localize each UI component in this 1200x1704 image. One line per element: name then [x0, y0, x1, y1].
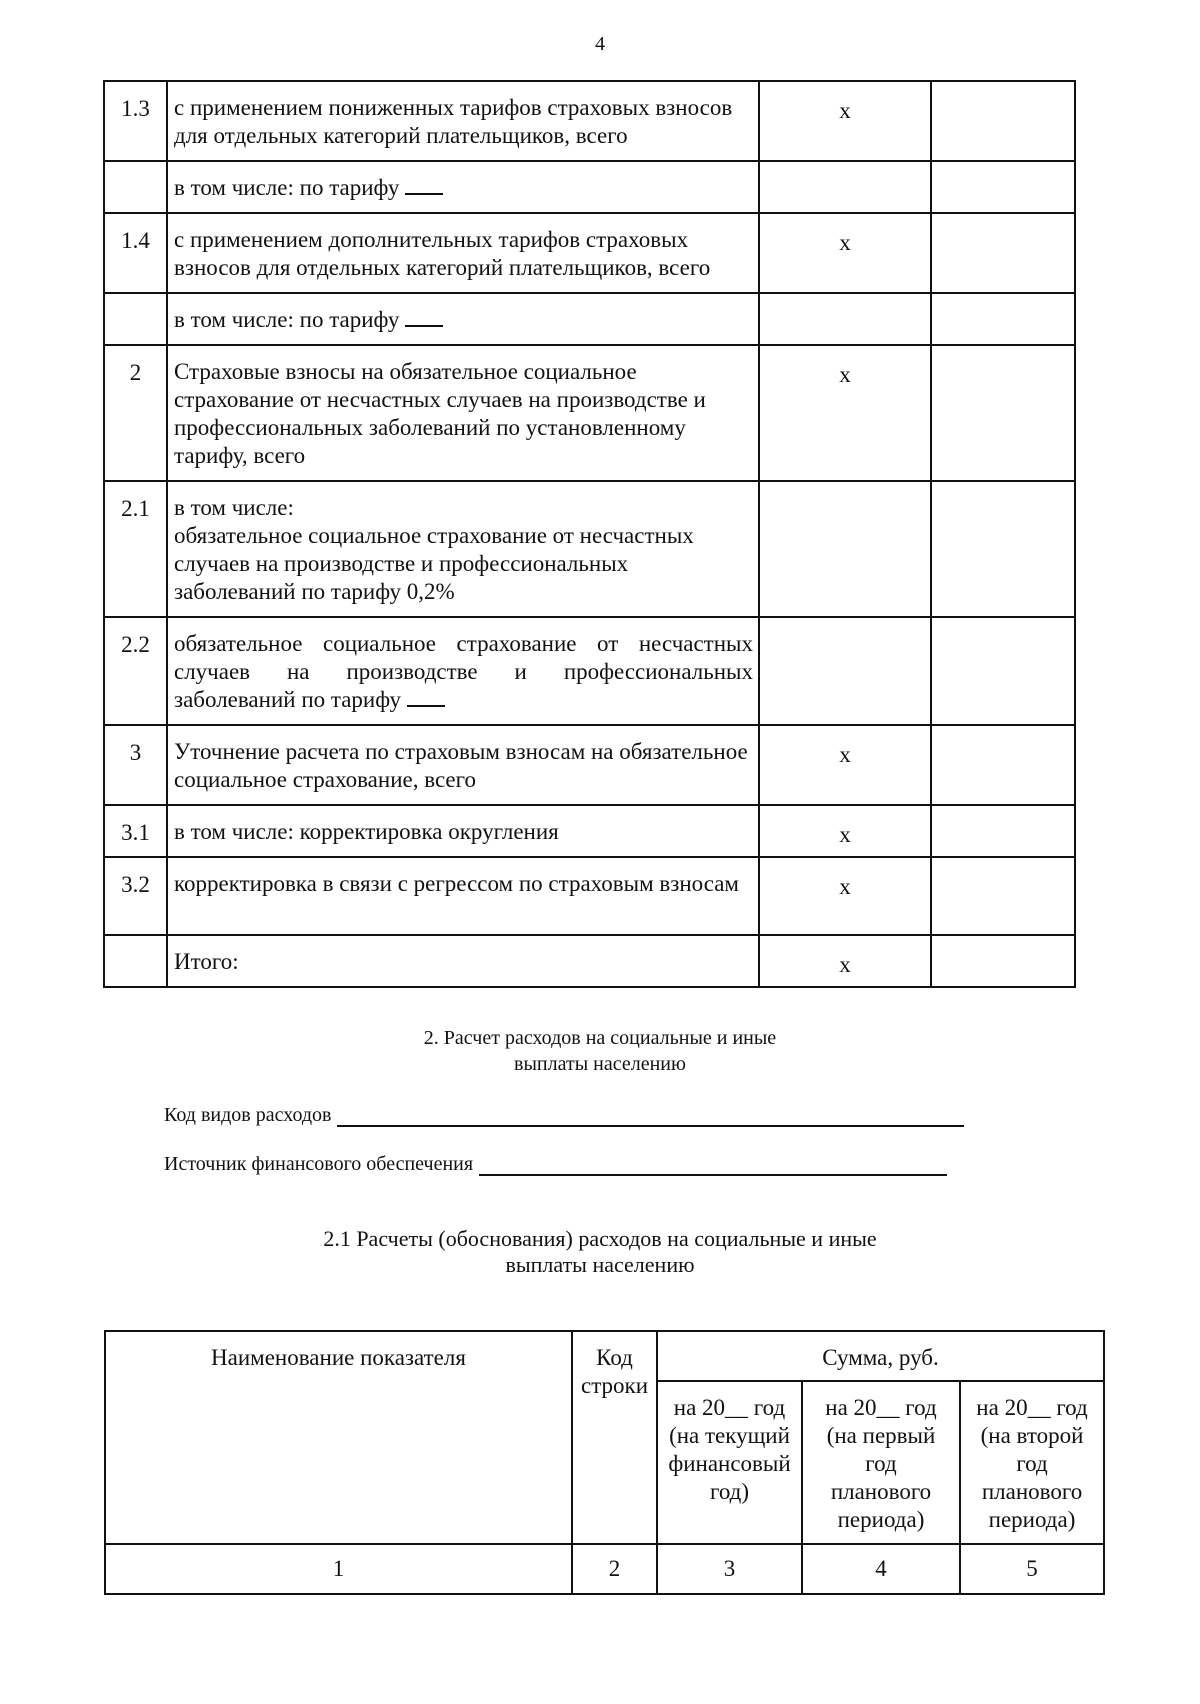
row-name: с применением дополнительных тарифов страховых взносов для отдельных категорий плательщиков, всего	[167, 213, 759, 293]
subsection-title-line2: выплаты населению	[505, 1252, 695, 1277]
row-name: Страховые взносы на обязательное социальное страхование от несчастных случаев на производстве и профессиональных заболеваний по установленному тарифу, всего	[167, 345, 759, 481]
row-code: 1.3	[104, 81, 167, 161]
column-number: 4	[802, 1544, 960, 1594]
table-row	[104, 935, 1075, 987]
header-indicator-name: Наименование показателя	[105, 1331, 572, 1544]
table-row	[104, 213, 1075, 293]
row-name	[167, 293, 759, 345]
row-col4	[931, 293, 1075, 345]
section-title-line2: выплаты населению	[514, 1053, 686, 1075]
section-title-line1: 2. Расчет расходов на социальные и иные	[423, 1027, 777, 1049]
insurance-contributions-table	[103, 80, 1076, 988]
period-line: периода)	[837, 1507, 925, 1532]
header-sum: Сумма, руб.	[657, 1331, 1104, 1381]
row-col4	[931, 81, 1075, 161]
period-line: (на текущий	[669, 1423, 790, 1448]
table-row	[104, 617, 1075, 725]
header-row	[105, 1331, 1104, 1381]
header-period-first-plan	[802, 1381, 960, 1544]
period-line: год)	[709, 1479, 750, 1504]
row-name-intro: в том числе:	[174, 495, 294, 520]
row-col3: x	[759, 935, 931, 987]
funding-source-line[interactable]	[479, 1154, 947, 1176]
expense-code-field	[164, 1104, 964, 1127]
period-line: год	[865, 1451, 897, 1476]
row-col3: x	[759, 213, 931, 293]
row-col3: x	[759, 805, 931, 857]
row-code: 2.1	[104, 481, 167, 617]
period-line: на 20__ год	[976, 1395, 1088, 1420]
row-col4	[931, 935, 1075, 987]
fill-in-blank	[405, 307, 443, 327]
period-line: (на первый	[826, 1423, 936, 1448]
column-number: 5	[960, 1544, 1104, 1594]
table-row	[104, 725, 1075, 805]
funding-source-field	[164, 1153, 947, 1176]
row-code: 3	[104, 725, 167, 805]
section-title	[0, 1025, 1200, 1077]
expense-code-label: Код видов расходов	[164, 1104, 332, 1126]
row-code: 1.4	[104, 213, 167, 293]
row-col4	[931, 161, 1075, 213]
row-col3	[759, 481, 931, 617]
period-line: на 20__ год	[825, 1395, 937, 1420]
fill-in-blank	[407, 687, 445, 707]
header-code-line2: строки	[580, 1373, 649, 1398]
period-line: планового	[830, 1479, 932, 1504]
row-col4	[931, 213, 1075, 293]
table-row	[104, 345, 1075, 481]
row-name: Уточнение расчета по страховым взносам на обязательное социальное страхование, всего	[167, 725, 759, 805]
row-col3: x	[759, 345, 931, 481]
row-name: с применением пониженных тарифов страховых взносов для отдельных категорий плательщиков, всего	[167, 81, 759, 161]
row-code	[104, 161, 167, 213]
row-col4	[931, 617, 1075, 725]
row-name	[167, 617, 759, 725]
subsection-title	[0, 1226, 1200, 1278]
row-col3: x	[759, 81, 931, 161]
row-code: 3.2	[104, 857, 167, 935]
row-col4	[931, 345, 1075, 481]
table-row	[104, 161, 1075, 213]
row-name-text: в том числе: по тарифу	[174, 307, 400, 332]
table-row	[104, 805, 1075, 857]
table-row	[104, 857, 1075, 935]
row-name: Итого:	[167, 935, 759, 987]
subsection-title-line1: 2.1 Расчеты (обоснования) расходов на социальные и иные	[323, 1226, 877, 1251]
header-period-current	[657, 1381, 802, 1544]
row-name	[167, 161, 759, 213]
row-name-text: обязательное социальное страхование от несчастных случаев на производстве и профессиональных заболеваний по тарифу 0,2%	[174, 523, 694, 604]
period-line: (на второй	[980, 1423, 1084, 1448]
row-col3	[759, 617, 931, 725]
row-col4	[931, 481, 1075, 617]
row-col3	[759, 161, 931, 213]
column-number: 3	[657, 1544, 802, 1594]
row-code: 3.1	[104, 805, 167, 857]
row-col4	[931, 805, 1075, 857]
header-code-line1: Код	[596, 1345, 633, 1370]
period-line: год	[1016, 1451, 1048, 1476]
row-col3: x	[759, 857, 931, 935]
row-col3: x	[759, 725, 931, 805]
row-code: 2.2	[104, 617, 167, 725]
period-line: периода)	[988, 1507, 1076, 1532]
row-col4	[931, 725, 1075, 805]
header-row-code	[572, 1331, 657, 1544]
period-line: финансовый	[668, 1451, 791, 1476]
row-code: 2	[104, 345, 167, 481]
row-name: в том числе: корректировка округления	[167, 805, 759, 857]
column-number: 1	[105, 1544, 572, 1594]
funding-source-label: Источник финансового обеспечения	[164, 1153, 474, 1175]
row-code	[104, 293, 167, 345]
row-col4	[931, 857, 1075, 935]
column-number-row	[105, 1544, 1104, 1594]
table-row	[104, 481, 1075, 617]
period-line: планового	[981, 1479, 1083, 1504]
column-number: 2	[572, 1544, 657, 1594]
table-row	[104, 81, 1075, 161]
row-code	[104, 935, 167, 987]
fill-in-blank	[405, 175, 443, 195]
row-name-text: в том числе: по тарифу	[174, 175, 400, 200]
page-number: 4	[595, 33, 605, 55]
row-col3	[759, 293, 931, 345]
row-name	[167, 481, 759, 617]
row-name: корректировка в связи с регрессом по страховым взносам	[167, 857, 759, 935]
table-row	[104, 293, 1075, 345]
social-payments-table	[104, 1330, 1105, 1595]
header-period-second-plan	[960, 1381, 1104, 1544]
expense-code-line[interactable]	[337, 1105, 964, 1127]
period-line: на 20__ год	[673, 1395, 786, 1420]
row-name-text: обязательное социальное страхование от несчастных случаев на производстве и профессиональных заболеваний по тарифу	[174, 631, 753, 712]
